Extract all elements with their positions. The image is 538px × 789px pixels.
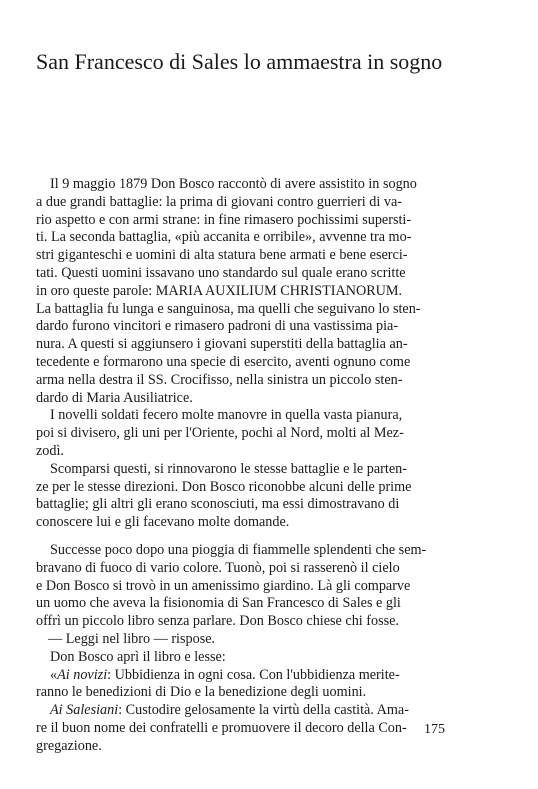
text-line: zodì.	[36, 442, 64, 459]
italic-heading: Ai Salesiani	[50, 702, 119, 719]
text-fragment: : Custodire gelosamente la virtù della castità. Ama-	[118, 702, 409, 719]
text-line: in oro queste parole: MARIA AUXILIUM CHRISTIANORUM.	[36, 282, 403, 299]
text-line	[36, 702, 446, 720]
paragraph-1	[36, 176, 446, 407]
text-line: arma nella destra il SS. Crocifisso, nella sinistra un piccolo sten-	[36, 371, 403, 388]
text-line: offrì un piccolo libro senza parlare. Don Bosco chiese chi fosse.	[36, 613, 399, 630]
text-line: dardo furono vincitori e rimasero padroni di una vastissima pia-	[36, 318, 399, 335]
text-line: un uomo che aveva la fisionomia di San Francesco di Sales e gli	[36, 595, 401, 612]
quote-mark: «	[50, 666, 58, 683]
text-fragment: : Ubbidienza in ogni cosa. Con l'ubbidienza merite-	[107, 666, 400, 683]
text-line: — Leggi nel libro — rispose.	[48, 630, 216, 647]
text-line: tecedente e formarono una specie di esercito, aventi ognuno come	[36, 353, 411, 370]
text-line: nura. A questi si aggiunsero i giovani superstiti della battaglia an-	[36, 336, 408, 353]
text-line: re il buon nome dei confratelli e promuovere il decoro della Con-	[36, 719, 407, 736]
text-line: battaglie; gli altri gli erano sconosciuti, ma essi dimostravano di	[36, 496, 400, 513]
text-line: a due grandi battaglie: la prima di giovani contro guerrieri di va-	[36, 193, 402, 210]
paragraph-4	[36, 542, 446, 631]
text-line: Successe poco dopo una pioggia di fiammelle splendenti che sem-	[50, 541, 427, 558]
paragraph-5	[36, 631, 446, 649]
paragraph-6	[36, 649, 446, 667]
paragraph-3	[36, 461, 446, 532]
text-line: Il 9 maggio 1879 Don Bosco raccontò di avere assistito in sogno	[50, 176, 417, 192]
text-line: ze per le stesse direzioni. Don Bosco riconobbe alcuni delle prime	[36, 478, 412, 495]
chapter-title: San Francesco di Sales lo ammaestra in sogno	[36, 49, 443, 74]
text-line: bravano di fuoco di vario colore. Tuonò, poi si rasserenò il cielo	[36, 559, 400, 576]
text-line: I novelli soldati fecero molte manovre in quella vasta pianura,	[50, 407, 403, 424]
paragraph-2	[36, 407, 446, 460]
italic-heading: Ai novizi	[57, 666, 108, 683]
text-line: poi si divisero, gli uni per l'Oriente, pochi al Nord, molti al Mez-	[36, 425, 404, 442]
text-line: tati. Questi uomini issavano uno standardo sul quale erano scritte	[36, 264, 406, 281]
paragraph-gap	[36, 532, 446, 542]
text-line: ti. La seconda battaglia, «più accanita e orribile», avvenne tra mo-	[36, 229, 412, 246]
text-line: e Don Bosco si trovò in un amenissimo giardino. Là gli comparve	[36, 577, 411, 594]
text-line: gregazione.	[36, 737, 102, 754]
text-line: dardo di Maria Ausiliatrice.	[36, 389, 193, 406]
page-number: 175	[424, 722, 445, 737]
text-line	[36, 667, 446, 685]
text-line: Don Bosco aprì il libro e lesse:	[50, 648, 226, 665]
text-line: stri giganteschi e uomini di alta statura bene armati e bene eserci-	[36, 247, 408, 264]
text-line: rio aspetto e con armi strane: in fine rimasero pochissimi supersti-	[36, 211, 412, 228]
text-line: La battaglia fu lunga e sanguinosa, ma quelli che seguivano lo sten-	[36, 300, 421, 317]
text-line: ranno le benedizioni di Dio e la benedizione degli uomini.	[36, 684, 367, 701]
body-text	[36, 176, 446, 756]
text-line: conoscere lui e gli facevano molte domande.	[36, 514, 290, 531]
text-line: Scomparsi questi, si rinnovarono le stesse battaglie e le parten-	[50, 460, 407, 477]
paragraph-7	[36, 667, 446, 703]
paragraph-8	[36, 702, 446, 755]
